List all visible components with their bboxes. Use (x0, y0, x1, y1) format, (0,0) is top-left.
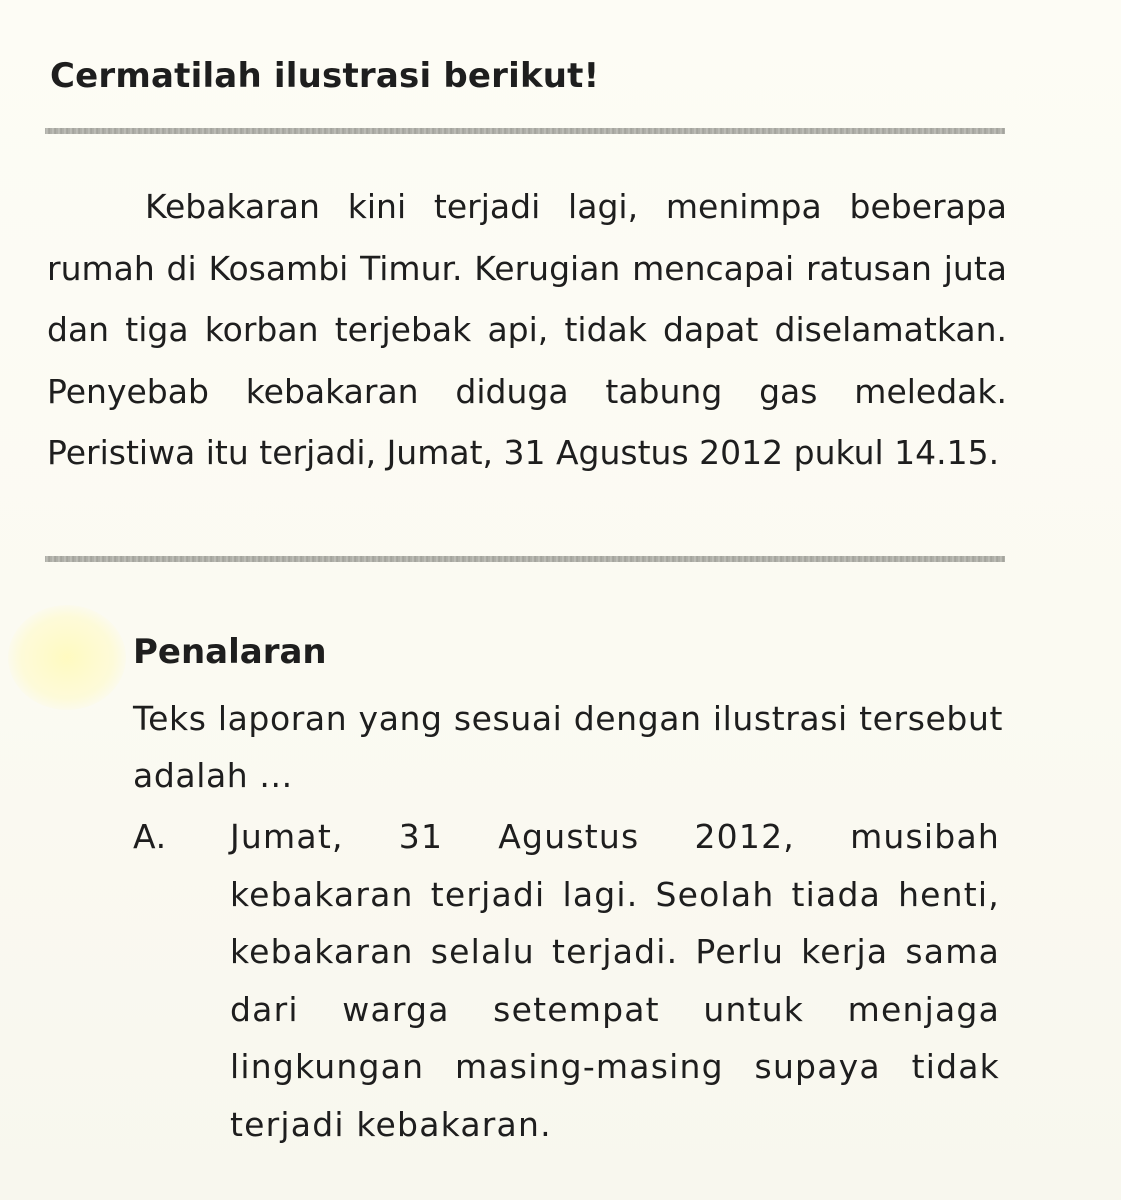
option-a-text: Jumat, 31 Agustus 2012, musibah kebakaran terjadi lagi. Seolah tiada henti, kebakaran selalu terjadi. Perlu kerja sama dari warga setempat untuk menjaga lingkungan masing-masing supaya tidak terjadi kebakaran. (230, 817, 1000, 1144)
illustration-paragraph: Kebakaran kini terjadi lagi, menimpa beberapa rumah di Kosambi Timur. Kerugian mencapai ratusan juta dan tiga korban terjebak api, tidak dapat diselamatkan. Penyebab kebakaran diduga tabung gas meledak. Peristiwa itu terjadi, Jumat, 31 Agustus 2012 pukul 14.15. (47, 187, 1007, 472)
question-text: Teks laporan yang sesuai dengan ilustrasi tersebut adalah ... (133, 699, 1003, 795)
option-a-letter: A. (133, 817, 167, 856)
top-divider (45, 128, 1005, 134)
bottom-divider (45, 556, 1005, 562)
section-heading: Cermatilah ilustrasi berikut! (50, 56, 600, 96)
highlighter-mark (8, 605, 126, 710)
reasoning-title: Penalaran (133, 632, 327, 672)
